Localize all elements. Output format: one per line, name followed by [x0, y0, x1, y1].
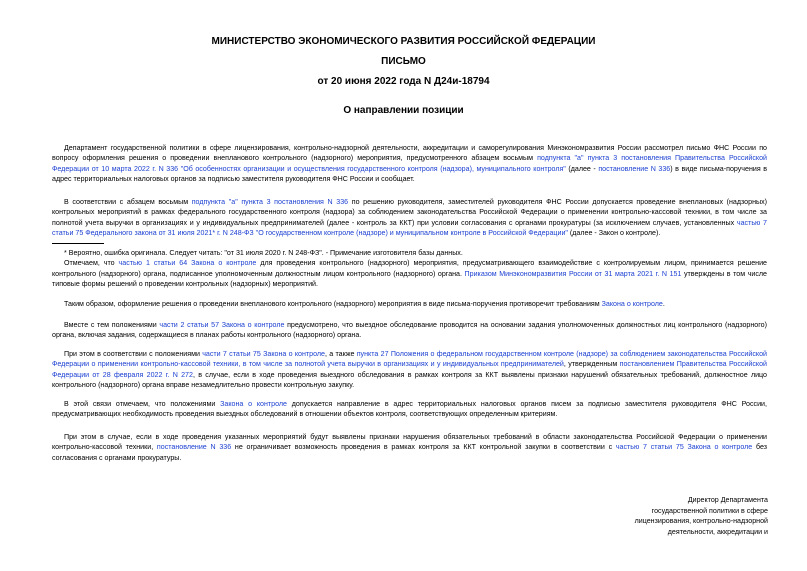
link-zakon-o-kontrole-2[interactable]: Закона о контроле [220, 400, 287, 408]
signature-line: Директор Департамента [687, 496, 768, 504]
paragraph-5 [52, 349, 767, 390]
paragraph-4 [52, 320, 767, 341]
text-span: В этой связи отмечаем, что положениями [64, 400, 221, 408]
link-chast-1-statya-64[interactable]: частью 1 статьи 64 Закона о контроле [118, 259, 257, 268]
paragraph-2 [52, 197, 767, 238]
text-span: Отмечаем, что [64, 259, 119, 268]
link-punkt-27-polozhenie[interactable]: пункта 27 Положения о федеральном государственном контроле (надзоре) за соблюдением законодательства Российской Федерации о применении контрольно-кассовой техники, в том числе за полнотой учета выручки в организациях и у индивидуальных предпринимателей [52, 350, 767, 369]
text-span: ) в виде письма-поручения в адрес территориальных налоговых органов за подписью заместителя руководителя ФНС России и сообщает. [52, 164, 767, 183]
paragraph-3 [52, 299, 767, 309]
link-postanovlenie-272[interactable]: постановлением Правительства Российской Федерации от 28 февраля 2022 г. N 272 [52, 360, 767, 379]
text-span: При этом в случае, если в ходе проведения указанных мероприятий будут выявлены признаки нарушения обязательных требований в области законодательства Российской Федерации о применении контрольно-кассовой техники, [52, 433, 767, 452]
footnote-block [52, 248, 767, 289]
text-span: для проведения контрольного (надзорного) мероприятия, предусматривающего взаимодействие с контролируемым лицом, принимается решение контрольного (надзорного) органа, подписанное уполномоченным должностным лицом контрольного (надзорного) органа. [52, 259, 767, 278]
link-postanovlenie-336[interactable]: постановление N 336 [598, 164, 671, 173]
footnote-divider [52, 243, 104, 244]
signature-block [560, 495, 768, 537]
link-zakon-o-kontrole[interactable]: Закона о контроле [601, 300, 663, 308]
text-span: Вместе с тем положениями [64, 321, 160, 329]
link-chast-7-statya-75-fz-248[interactable]: частью 7 статьи 75 Федерального закона от 31 июля 2021* г. N 248-ФЗ "О государственном контроле (надзоре) и муниципальном контроле в Российской Федерации" [52, 218, 767, 237]
text-span: по решению руководителя, заместителей руководителя ФНС России допускается проведение внеплановых (надзорных) контрольных мероприятий в рамках федерального государственного контроля (надзора) за соблюдением законодательства Российской Федерации о применении контрольно-кассовой техники, в том числе за полнотой учета выручки в организациях и у индивидуальных предпринимателей (далее - контроль за ККТ) при условии согласования с органами прокуратуры (за исключением случаев, установленных [52, 198, 767, 227]
text-span: не ограничивает возможность проведения в рамках контроля за ККТ контрольной закупки в соответствии с [231, 443, 616, 452]
paragraph-7 [52, 432, 767, 463]
text-span: При этом в соответствии с положениями [64, 350, 203, 358]
text-span: Таким образом, оформление решения о проведении внепланового контрольного (надзорного) мероприятия в виде письма-поручения противоречит требованиям [64, 300, 602, 308]
text-span: без согласования с органами прокуратуры. [52, 443, 768, 462]
document-subject: О направлении позиции [343, 105, 464, 116]
text-span: , в случае, если в ходе проведения выездного обследования в рамках контроля за ККТ выявлены признаки нарушений обязательных требований, должностное лицо контрольного (надзорного) органа вправе незамедлительно провести контрольную закупку. [52, 370, 767, 389]
text-span: В соответствии с абзацем восьмым [64, 198, 192, 206]
footnote-text: * Вероятно, ошибка оригинала. Следует читать: "от 31 июля 2020 г. N 248-ФЗ". - Примечание изготовителя базы данных. [64, 249, 463, 257]
link-postanovlenie-336-2[interactable]: постановление N 336 [156, 443, 232, 452]
text-span: утверждены в том числе типовые формы решений о проведении контрольных (надзорных) мероприятий. [52, 269, 767, 288]
text-span: Департамент государственной политики в сфере лицензирования, контрольно-надзорной деятельности, аккредитации и саморегулирования Минэкономразвития России рассмотрел письмо ФНС России по вопросу оформления решения о проведении внепланового контрольного (надзорного) мероприятия, предусмотренного абзацем восьмым [52, 144, 767, 163]
text-span: (далее - Закон о контроле). [567, 228, 661, 237]
signature-line: государственной политики в сфере [651, 506, 768, 515]
paragraph-6 [52, 399, 767, 420]
document-type: ПИСЬМО [381, 56, 426, 67]
document-date-number: от 20 июня 2022 года N Д24и-18794 [317, 76, 490, 87]
text-span: , а также [324, 350, 357, 358]
link-chast-7-statya-75[interactable]: части 7 статьи 75 Закона о контроле [202, 350, 325, 358]
footnote-paragraph [52, 258, 767, 289]
link-prikaz-151[interactable]: Приказом Минэкономразвития России от 31 марта 2021 г. N 151 [464, 269, 682, 278]
text-span: , утвержденным [563, 360, 620, 369]
link-chast-2-statya-57[interactable]: части 2 статьи 57 Закона о контроле [159, 321, 285, 329]
text-span: (далее - [565, 164, 599, 173]
link-postanovlenie-336-full[interactable]: подпункта "а" пункта 3 постановления Правительства Российской Федерации от 10 марта 2022 г. N 336 "Об особенностях организации и осуществления государственного контроля (надзора), муниципального контроля" [52, 154, 767, 173]
text-span: . [662, 300, 665, 308]
signature-line: лицензирования, контрольно-надзорной [634, 517, 768, 526]
signature-line: деятельности, аккредитации и [667, 527, 768, 536]
link-chast-7-statya-75-2[interactable]: частью 7 статьи 75 Закона о контроле [615, 443, 753, 452]
paragraph-1 [52, 143, 767, 184]
text-span: допускается направление в адрес территориальных налоговых органов писем за подписью заместителя руководителя ФНС России, предусматривающих необходимость проведения выездных обследований в отношении объектов контроля, соответствующих определенным критериям. [52, 400, 767, 419]
link-subpunkt-a-punkt-3[interactable]: подпункта "а" пункта 3 постановления N 336 [191, 198, 349, 206]
text-span: предусмотрено, что выездное обследование проводится на основании задания уполномоченных должностных лиц контрольного (надзорного) органа, включая задания, содержащиеся в планах работы контрольного (надзорного) органа. [52, 321, 767, 340]
ministry-title: МИНИСТЕРСТВО ЭКОНОМИЧЕСКОГО РАЗВИТИЯ РОССИЙСКОЙ ФЕДЕРАЦИИ [211, 36, 596, 47]
